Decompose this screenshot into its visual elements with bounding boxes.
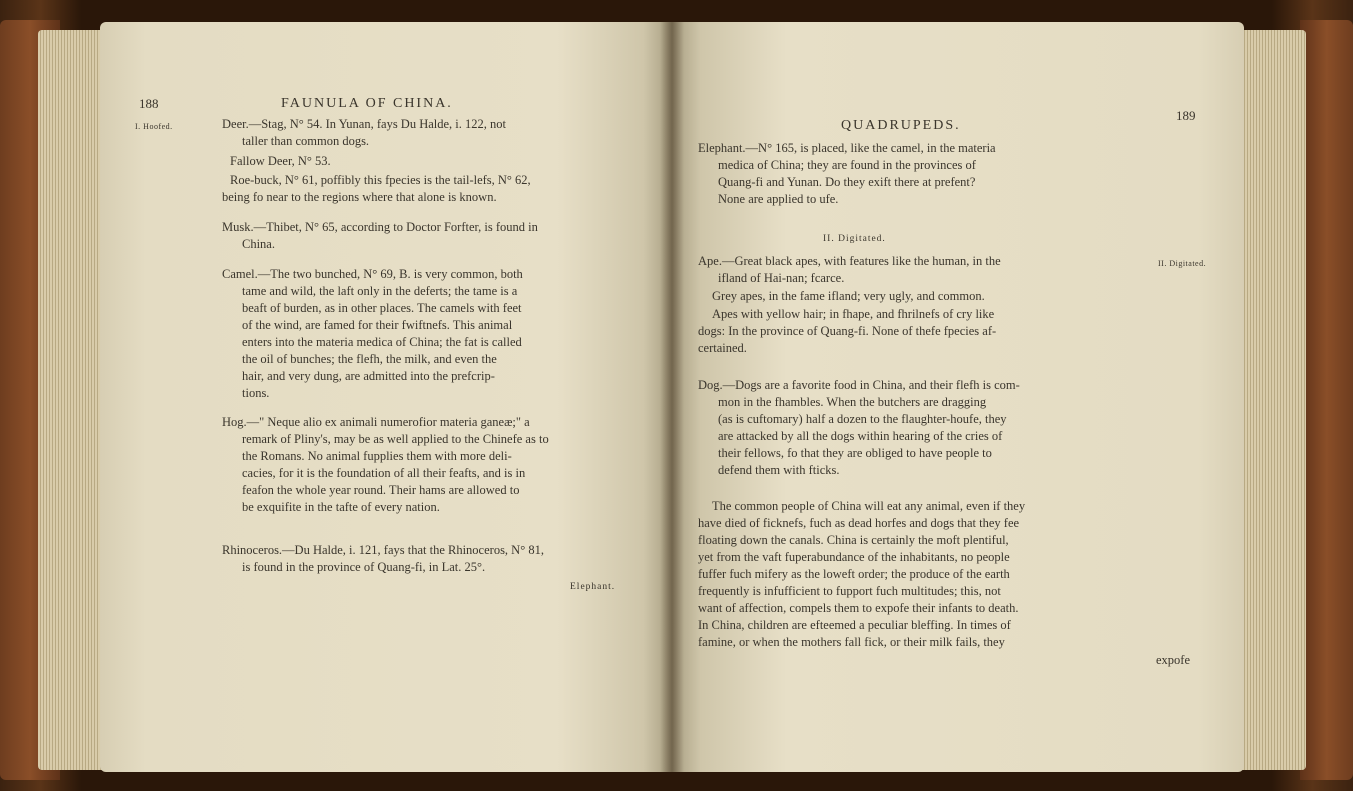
text-line: Ape.—Great black apes, with features like the human, in the: [698, 254, 1001, 268]
text-line: be exquifite in the tafte of every nation.: [242, 500, 440, 514]
text-line: beaft of burden, as in other places. The camels with feet: [242, 301, 522, 315]
catchword: Elephant.: [570, 582, 616, 592]
section-heading: II. Digitated.: [823, 234, 886, 244]
text-line: tions.: [242, 386, 270, 400]
text-line: Quang-fi and Yunan. Do they exift there at prefent?: [718, 175, 976, 189]
page-number: 189: [1176, 108, 1196, 123]
catchword: expofe: [1156, 653, 1191, 667]
text-line: are attacked by all the dogs within hearing of the cries of: [718, 429, 1003, 443]
book-gutter: [660, 22, 684, 772]
text-line: famine, or when the mothers fall fick, or their milk fails, they: [698, 635, 1005, 649]
text-line: is found in the province of Quang-fi, in Lat. 25°.: [242, 560, 486, 574]
text-line: Musk.—Thibet, N° 65, according to Doctor Forfter, is found in: [222, 220, 538, 234]
text-line: of the wind, are famed for their fwiftnefs. This animal: [242, 318, 513, 332]
text-line: Hog.—" Neque alio ex animali numerofior materia ganeæ;" a: [222, 415, 530, 429]
page-edges-left: [38, 30, 108, 770]
text-line: the Romans. No animal fupplies them with more deli-: [242, 449, 512, 463]
book-cover-right: [1300, 20, 1353, 780]
text-line: being fo near to the regions where that alone is known.: [222, 190, 497, 204]
text-line: medica of China; they are found in the provinces of: [718, 158, 976, 172]
text-line: None are applied to ufe.: [718, 192, 839, 206]
text-line: enters into the materia medica of China; the fat is called: [242, 335, 522, 349]
text-line: their fellows, fo that they are obliged to have people to: [718, 446, 992, 460]
text-line: The common people of China will eat any animal, even if they: [712, 499, 1026, 513]
page-number: 188: [139, 96, 159, 111]
text-line: China.: [242, 237, 275, 251]
text-line: floating down the canals. China is certainly the moft plentiful,: [698, 533, 1009, 547]
text-line: have died of ficknefs, fuch as dead horfes and dogs that they fee: [698, 516, 1020, 530]
text-line: mon in the fhambles. When the butchers are dragging: [718, 395, 987, 409]
text-line: the oil of bunches; the flefh, the milk, and even the: [242, 352, 497, 366]
text-line: ifland of Hai-nan; fcarce.: [718, 271, 845, 285]
text-line: feafon the whole year round. Their hams are allowed to: [242, 483, 520, 497]
left-page: [100, 22, 672, 772]
text-line: In China, children are efteemed a peculiar bleffing. In times of: [698, 618, 1011, 632]
text-line: cacies, for it is the foundation of all their feafts, and is in: [242, 466, 526, 480]
text-line: Roe-buck, N° 61, poffibly this fpecies is the tail-lefs, N° 62,: [230, 173, 531, 187]
text-line: Deer.—Stag, N° 54. In Yunan, fays Du Halde, i. 122, not: [222, 117, 507, 131]
right-page: [672, 22, 1244, 772]
side-note: II. Digitated.: [1158, 259, 1207, 268]
text-line: (as is cuftomary) half a dozen to the flaughter-houfe, they: [718, 412, 1007, 426]
text-line: fuffer fuch mifery as the loweft order; the produce of the earth: [698, 567, 1010, 581]
text-line: Apes with yellow hair; in fhape, and fhrilnefs of cry like: [712, 307, 995, 321]
page-edges-right: [1236, 30, 1306, 770]
text-line: defend them with fticks.: [718, 463, 840, 477]
text-line: dogs: In the province of Quang-fi. None of thefe fpecies af-: [698, 324, 997, 338]
text-line: yet from the vaft fuperabundance of the inhabitants, no people: [698, 550, 1010, 564]
side-note: I. Hoofed.: [135, 122, 173, 131]
text-line: Fallow Deer, N° 53.: [230, 154, 331, 168]
text-line: taller than common dogs.: [242, 134, 370, 148]
text-line: hair, and very dung, are admitted into the prefcrip-: [242, 369, 495, 383]
text-line: remark of Pliny's, may be as well applied to the Chinefe as to: [242, 432, 549, 446]
text-line: certained.: [698, 341, 747, 355]
text-line: tame and wild, the laft only in the deferts; the tame is a: [242, 284, 518, 298]
text-line: Elephant.—N° 165, is placed, like the camel, in the materia: [698, 141, 996, 155]
text-line: want of affection, compels them to expofe their infants to death.: [698, 601, 1019, 615]
running-head: FAUNULA OF CHINA.: [281, 96, 453, 111]
text-line: Rhinoceros.—Du Halde, i. 121, fays that the Rhinoceros, N° 81,: [222, 543, 544, 557]
text-line: Grey apes, in the fame ifland; very ugly, and common.: [712, 289, 985, 303]
text-line: Camel.—The two bunched, N° 69, B. is very common, both: [222, 267, 523, 281]
text-line: Dog.—Dogs are a favorite food in China, and their flefh is com-: [698, 378, 1020, 392]
text-line: frequently is infufficient to fupport fuch multitudes; this, not: [698, 584, 1001, 598]
running-head: QUADRUPEDS.: [841, 118, 961, 133]
